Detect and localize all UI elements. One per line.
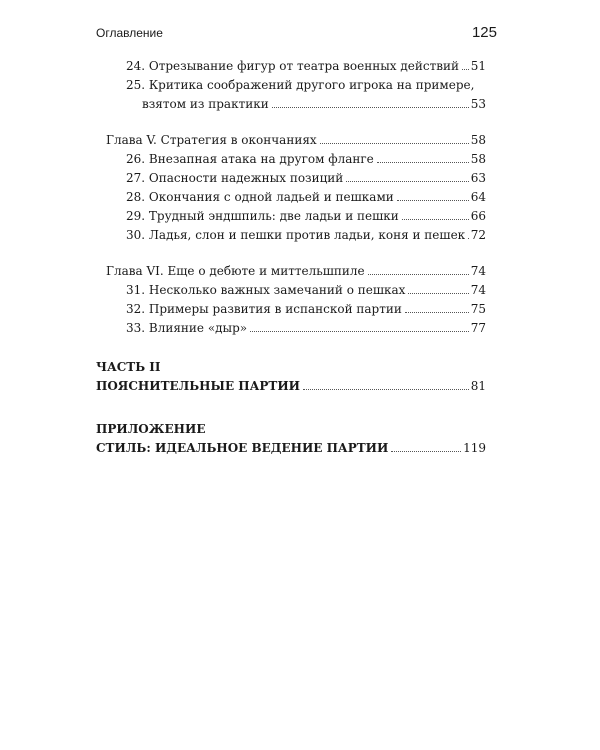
toc-entry-25[interactable] — [96, 76, 486, 95]
toc-appendix-label — [96, 420, 486, 439]
toc-entry-text: 27. Опасности надежных позиций — [126, 171, 344, 185]
toc-part-2[interactable] — [96, 377, 486, 396]
toc-chapter-6[interactable] — [96, 262, 486, 281]
toc-entry-32[interactable] — [96, 300, 486, 319]
toc-entry-33[interactable] — [96, 319, 486, 338]
toc-entry-text: 31. Несколько важных замечаний о пешках — [126, 283, 406, 297]
toc-entry-page: 72 — [470, 228, 486, 242]
toc-entry-page: 66 — [470, 209, 486, 223]
toc-part-2-label — [96, 358, 486, 377]
dot-leader — [303, 389, 469, 390]
toc-entry-text: 28. Окончания с одной ладьей и пешками — [126, 190, 394, 204]
toc-entry-page: 51 — [470, 59, 486, 73]
page-number: 125 — [471, 24, 497, 41]
dot-leader — [397, 200, 469, 201]
table-of-contents — [96, 57, 486, 458]
dot-leader — [391, 451, 461, 452]
chapter-page: 74 — [470, 264, 486, 278]
dot-leader — [468, 238, 469, 239]
dot-leader — [405, 312, 469, 313]
appendix-title: СТИЛЬ: ИДЕАЛЬНОЕ ВЕДЕНИЕ ПАРТИИ — [96, 441, 389, 455]
toc-entry-text: 33. Влияние «дыр» — [126, 321, 248, 335]
toc-entry-page: 63 — [470, 171, 486, 185]
dot-leader — [408, 293, 468, 294]
running-head-title: Оглавление — [96, 26, 163, 40]
toc-entry-text: взятом из практики — [142, 97, 269, 111]
toc-entry-27[interactable] — [96, 169, 486, 188]
toc-entry-31[interactable] — [96, 281, 486, 300]
toc-entry-text: 26. Внезапная атака на другом фланге — [126, 152, 374, 166]
toc-chapter-5[interactable] — [96, 131, 486, 150]
toc-appendix[interactable] — [96, 439, 486, 458]
toc-entry-29[interactable] — [96, 207, 486, 226]
toc-entry-text: 32. Примеры развития в испанской партии — [126, 302, 402, 316]
dot-leader — [320, 143, 469, 144]
running-head — [96, 24, 497, 41]
toc-entry-page: 53 — [470, 97, 486, 111]
toc-entry-25-continuation[interactable] — [96, 95, 486, 114]
toc-entry-26[interactable] — [96, 150, 486, 169]
toc-entry-page: 74 — [470, 283, 486, 297]
toc-entry-text: 30. Ладья, слон и пешки против ладьи, коня и пешек — [126, 228, 466, 242]
chapter-title: Глава VI. Еще о дебюте и миттельшпиле — [106, 264, 365, 278]
dot-leader — [250, 331, 469, 332]
chapter-page: 58 — [470, 133, 486, 147]
appendix-label: ПРИЛОЖЕНИЕ — [96, 422, 206, 436]
toc-entry-page: 64 — [470, 190, 486, 204]
dot-leader — [346, 181, 468, 182]
toc-entry-30[interactable] — [96, 226, 486, 245]
part-page: 81 — [470, 379, 486, 393]
appendix-page: 119 — [463, 441, 486, 455]
dot-leader — [402, 219, 469, 220]
toc-entry-24[interactable] — [96, 57, 486, 76]
chapter-title: Глава V. Стратегия в окончаниях — [106, 133, 317, 147]
toc-entry-page: 58 — [470, 152, 486, 166]
toc-entry-page: 75 — [470, 302, 486, 316]
toc-entry-text: 24. Отрезывание фигур от театра военных действий — [126, 59, 459, 73]
dot-leader — [377, 162, 469, 163]
dot-leader — [368, 274, 469, 275]
toc-entry-28[interactable] — [96, 188, 486, 207]
toc-entry-text: 29. Трудный эндшпиль: две ладьи и пешки — [126, 209, 399, 223]
toc-entry-page: 77 — [470, 321, 486, 335]
dot-leader — [272, 107, 469, 108]
dot-leader — [462, 69, 469, 70]
toc-entry-text: 25. Критика соображений другого игрока на примере, — [126, 78, 475, 92]
part-label: ЧАСТЬ II — [96, 360, 161, 374]
part-title: ПОЯСНИТЕЛЬНЫЕ ПАРТИИ — [96, 379, 300, 393]
